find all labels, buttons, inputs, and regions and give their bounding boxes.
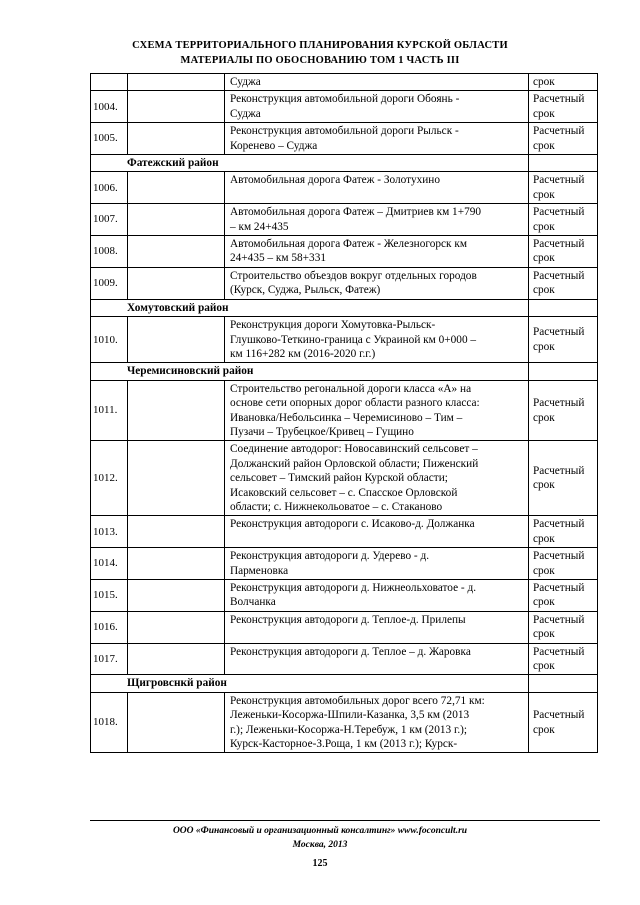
implementation-term — [529, 441, 598, 516]
document-subtitle: МАТЕРИАЛЫ ПО ОБОСНОВАНИЮ ТОМ 1 ЧАСТЬ III — [180, 55, 460, 66]
term-line: срок — [533, 252, 555, 265]
term-line: срок — [533, 532, 555, 545]
implementation-term — [529, 236, 598, 268]
description-line: области; с. Нижнекольоватое – с. Стаканово — [230, 500, 443, 513]
empty-cell — [128, 548, 225, 580]
term-line: срок — [533, 596, 555, 609]
empty-cell — [128, 380, 225, 441]
implementation-term — [529, 548, 598, 580]
project-description — [225, 692, 529, 753]
footer-city-year: Москва, 2013 — [292, 840, 348, 850]
description-line: Суджа — [230, 76, 261, 88]
table-row — [91, 172, 598, 204]
term-line: Расчетный — [533, 645, 585, 658]
term-line: срок — [533, 107, 555, 120]
region-heading: Хомутовский район — [91, 299, 529, 316]
empty-cell — [128, 692, 225, 753]
project-description — [225, 643, 529, 675]
description-line: – км 24+435 — [230, 220, 289, 233]
page-number: 125 — [312, 858, 328, 869]
project-description — [225, 123, 529, 155]
description-line: Реконструкция автомобильных дорог всего 72,71 км: — [230, 694, 485, 707]
implementation-term — [529, 317, 598, 363]
term-line: срок — [533, 188, 555, 201]
row-number: 1013. — [91, 516, 128, 548]
implementation-term — [529, 516, 598, 548]
description-line: Реконструкция автомобильной дороги Рыльск - — [230, 125, 459, 138]
term-line: срок — [533, 284, 555, 297]
table-row — [91, 380, 598, 441]
description-line: Должанский район Орловской области; Пиженский — [230, 457, 479, 470]
term-line: Расчетный — [533, 238, 585, 251]
empty-cell — [128, 516, 225, 548]
table-row — [91, 611, 598, 643]
document-title: СХЕМА ТЕРРИТОРИАЛЬНОГО ПЛАНИРОВАНИЯ КУРСКОЙ ОБЛАСТИ — [132, 40, 508, 51]
description-line: основе сети опорных дорог области разного класса: — [230, 397, 480, 410]
project-description — [225, 74, 529, 91]
table-row — [91, 317, 598, 363]
term-line: Расчетный — [533, 709, 585, 722]
description-line: Реконструкция автодороги д. Удерево - д. — [230, 550, 430, 563]
region-row — [91, 299, 598, 316]
row-number: 1011. — [91, 380, 128, 441]
table-row — [91, 580, 598, 612]
project-description — [225, 204, 529, 236]
term-line: срок — [533, 628, 555, 641]
implementation-term — [529, 643, 598, 675]
implementation-term — [529, 204, 598, 236]
description-line: Автомобильная дорога Фатеж - Железногорск км — [230, 238, 467, 251]
table-row — [91, 91, 598, 123]
project-description — [225, 236, 529, 268]
term-line: Расчетный — [533, 174, 585, 187]
term-line: срок — [533, 564, 555, 577]
implementation-term — [529, 123, 598, 155]
term-line: Расчетный — [533, 550, 585, 563]
project-description — [225, 317, 529, 363]
row-number: 1018. — [91, 692, 128, 753]
table-row — [91, 548, 598, 580]
description-line: Парменовка — [230, 564, 289, 577]
footer-divider — [90, 820, 600, 821]
term-line: срок — [533, 411, 555, 424]
description-line: Автомобильная дорога Фатеж – Дмитриев км 1+790 — [230, 206, 482, 219]
row-number: 1004. — [91, 91, 128, 123]
empty-cell — [128, 74, 225, 91]
row-number: 1007. — [91, 204, 128, 236]
row-number: 1015. — [91, 580, 128, 612]
project-description — [225, 441, 529, 516]
region-heading: Черемисиновский район — [91, 363, 529, 380]
description-line: км 116+282 км (2016-2020 г.г.) — [230, 347, 376, 360]
row-number: 1009. — [91, 267, 128, 299]
empty-cell — [128, 611, 225, 643]
implementation-term — [529, 580, 598, 612]
table-row — [91, 74, 598, 91]
region-heading: Щигровснкй район — [91, 675, 529, 692]
description-line: Реконструкция автомобильной дороги Обоянь - — [230, 93, 460, 106]
footer-company: ООО «Финансовый и организационный консалтинг» www.foconcult.ru — [172, 826, 468, 836]
table-row — [91, 441, 598, 516]
project-description — [225, 580, 529, 612]
empty-cell — [128, 204, 225, 236]
description-line: Строительство объездов вокруг отдельных городов — [230, 269, 477, 282]
table-row — [91, 236, 598, 268]
term-line: срок — [533, 723, 555, 736]
row-number: 1012. — [91, 441, 128, 516]
project-description — [225, 611, 529, 643]
region-row — [91, 155, 598, 172]
table-row — [91, 516, 598, 548]
row-number: 1010. — [91, 317, 128, 363]
empty-cell — [128, 91, 225, 123]
table-row — [91, 123, 598, 155]
region-row — [91, 675, 598, 692]
term-line: срок — [533, 660, 555, 673]
table-row — [91, 267, 598, 299]
empty-cell — [128, 441, 225, 516]
project-description — [225, 267, 529, 299]
empty-cell — [529, 299, 598, 316]
description-line: Реконструкция автодороги с. Исаково-д. Должанка — [230, 518, 475, 531]
table-row — [91, 643, 598, 675]
description-line: Глушково-Теткино-граница с Украиной км 0+000 – — [230, 333, 477, 346]
description-line: Пузачи – Трубецкое/Кривец – Гущино — [230, 425, 414, 438]
description-line: Реконструкция автодороги д. Теплое – д. Жаровка — [230, 645, 471, 658]
project-description — [225, 91, 529, 123]
term-line: Расчетный — [533, 206, 585, 219]
description-line: Суджа — [230, 107, 261, 120]
description-line: Ивановка/Небольсинка – Черемисиново – Тим – — [230, 411, 463, 424]
description-line: Исаковский сельсовет – с. Спасское Орловской — [230, 486, 458, 499]
description-line: Автомобильная дорога Фатеж - Золотухино — [230, 174, 440, 187]
description-line: г.); Леженьки-Косоржа-Н.Теребуж, 1 км (2013 г.); — [230, 723, 468, 736]
term-line: Расчетный — [533, 269, 585, 282]
term-line: Расчетный — [533, 518, 585, 531]
empty-cell — [128, 580, 225, 612]
description-line: сельсовет – Тимский район Курской области; — [230, 472, 448, 485]
empty-cell — [128, 236, 225, 268]
description-line: Реконструкция автодороги д. Теплое-д. Прилепы — [230, 613, 466, 626]
description-line: Соединение автодорог: Новосавинский сельсовет – — [230, 443, 478, 456]
implementation-term — [529, 380, 598, 441]
row-number: 1016. — [91, 611, 128, 643]
empty-cell — [128, 172, 225, 204]
term-line: срок — [533, 76, 555, 88]
row-number: 1006. — [91, 172, 128, 204]
term-line: Расчетный — [533, 125, 585, 138]
empty-cell — [128, 267, 225, 299]
region-row — [91, 363, 598, 380]
empty-cell — [128, 123, 225, 155]
empty-cell — [529, 155, 598, 172]
term-line: Расчетный — [533, 397, 585, 410]
description-line: Реконструкция дороги Хомутовка-Рыльск- — [230, 319, 436, 332]
term-line: срок — [533, 220, 555, 233]
empty-cell — [128, 317, 225, 363]
project-description — [225, 380, 529, 441]
table-row — [91, 204, 598, 236]
description-line: Строительство регональной дороги класса «А» на — [230, 382, 472, 395]
row-number: 1005. — [91, 123, 128, 155]
description-line: Реконструкция автодороги д. Нижнеольховатое - д. — [230, 582, 477, 594]
description-line: Коренево – Суджа — [230, 139, 318, 152]
implementation-term — [529, 172, 598, 204]
roads-table — [90, 73, 598, 753]
project-description — [225, 172, 529, 204]
implementation-term — [529, 611, 598, 643]
table-row — [91, 692, 598, 753]
implementation-term — [529, 91, 598, 123]
term-line: Расчетный — [533, 326, 585, 339]
implementation-term — [529, 74, 598, 91]
row-number — [91, 74, 128, 91]
term-line: Расчетный — [533, 464, 585, 477]
description-line: 24+435 – км 58+331 — [230, 252, 326, 265]
term-line: Расчетный — [533, 93, 585, 106]
term-line: срок — [533, 479, 555, 492]
description-line: Волчанка — [230, 596, 276, 609]
term-line: Расчетный — [533, 582, 585, 594]
empty-cell — [128, 643, 225, 675]
row-number: 1008. — [91, 236, 128, 268]
term-line: Расчетный — [533, 613, 585, 626]
implementation-term — [529, 692, 598, 753]
project-description — [225, 548, 529, 580]
term-line: срок — [533, 340, 555, 353]
description-line: (Курск, Суджа, Рыльск, Фатеж) — [230, 284, 381, 297]
region-heading: Фатежский район — [91, 155, 529, 172]
row-number: 1017. — [91, 643, 128, 675]
empty-cell — [529, 675, 598, 692]
empty-cell — [529, 363, 598, 380]
row-number: 1014. — [91, 548, 128, 580]
description-line: Курск-Касторное-З.Роща, 1 км (2013 г.); Курск- — [230, 738, 458, 751]
project-description — [225, 516, 529, 548]
implementation-term — [529, 267, 598, 299]
description-line: Леженьки-Косоржа-Шпили-Казанка, 3,5 км (2013 — [230, 709, 470, 722]
term-line: срок — [533, 139, 555, 152]
